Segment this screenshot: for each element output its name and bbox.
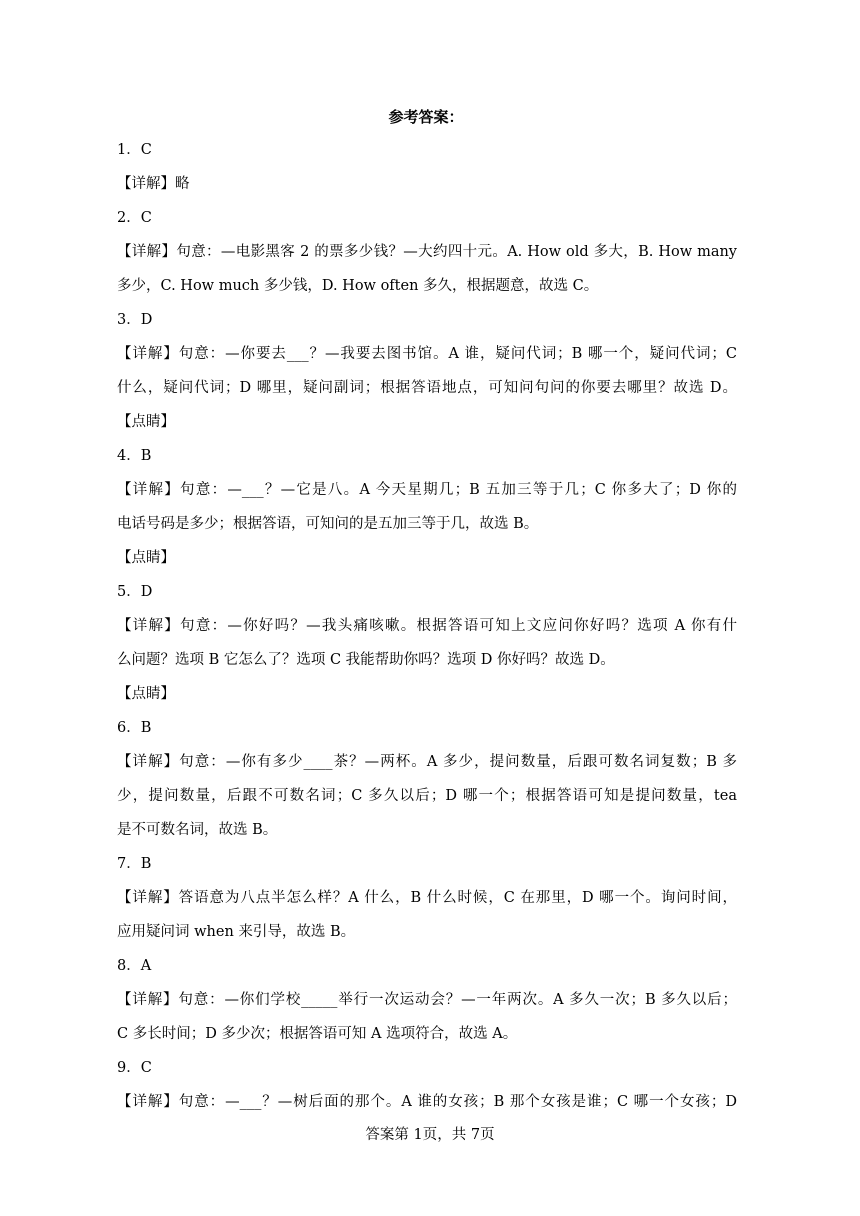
text-line: 么问题？选项 B 它怎么了？选项 C 我能帮助你吗？选项 D 你好吗？故选 D。 [117, 652, 615, 668]
text-line: 是不可数名词，故选 B。 [117, 822, 278, 838]
page-footer: 答案第 1页，共 7页 [365, 1127, 495, 1143]
explanation-line: 【详解】句意：—你有多少____茶？—两杯。A 多少，提问数量，后跟可数名词复数；B 多 [117, 754, 737, 770]
explanation-line: 【详解】句意：—你好吗？—我头痛咳嗽。根据答语可知上文应问你好吗？选项 A 你有什 [117, 618, 737, 634]
explanation-line: 【详解】句意：—你们学校_____举行一次运动会？—一年两次。A 多久一次；B 多久以后； [117, 992, 737, 1008]
answer-number: 6．B [117, 720, 152, 736]
answer-number: 8．A [117, 958, 152, 974]
text-line: 电话号码是多少；根据答语，可知问的是五加三等于几，故选 B。 [117, 516, 539, 532]
text-line: 什么，疑问代词；D 哪里，疑问副词；根据答语地点，可知问句问的你要去哪里？故选 D。 [117, 380, 737, 396]
answer-list [117, 133, 737, 1119]
answer-number: 2．C [117, 210, 152, 226]
note-label: 【点睛】 [117, 550, 175, 566]
explanation-line: 【详解】句意：—电影黑客 2 的票多少钱？—大约四十元。A. How old 多大，B. How many [117, 244, 737, 260]
explanation-line: 【详解】答语意为八点半怎么样？A 什么，B 什么时候，C 在那里，D 哪一个。询问时间， [117, 890, 737, 906]
answer-number: 5．D [117, 584, 153, 600]
note-label: 【点睛】 [117, 414, 175, 430]
note-label: 【点睛】 [117, 686, 175, 702]
explanation-line: 【详解】句意：—你要去___？—我要去图书馆。A 谁，疑问代词；B 哪一个，疑问代词；C [117, 346, 737, 362]
explanation-line: 【详解】句意：—___？—树后面的那个。A 谁的女孩；B 那个女孩是谁；C 哪一个女孩；D [117, 1094, 737, 1110]
explanation-line: 【详解】略 [117, 176, 190, 192]
answer-number: 3．D [117, 312, 153, 328]
answer-number: 7．B [117, 856, 152, 872]
page-title: 参考答案： [388, 108, 464, 126]
answer-number: 9．C [117, 1060, 152, 1076]
explanation-line: 【详解】句意：—___？—它是八。A 今天星期几；B 五加三等于几；C 你多大了；D 你的 [117, 482, 737, 498]
answer-number: 1．C [117, 142, 152, 158]
text-line: 多少，C. How much 多少钱，D. How often 多久，根据题意，故选 C。 [117, 278, 599, 294]
answer-number: 4．B [117, 448, 152, 464]
text-line: 应用疑问词 when 来引导，故选 B。 [117, 924, 356, 940]
text-line: 少，提问数量，后跟不可数名词；C 多久以后；D 哪一个；根据答语可知是提问数量，tea [117, 788, 737, 804]
text-line: C 多长时间；D 多少次；根据答语可知 A 选项符合，故选 A。 [117, 1026, 518, 1042]
